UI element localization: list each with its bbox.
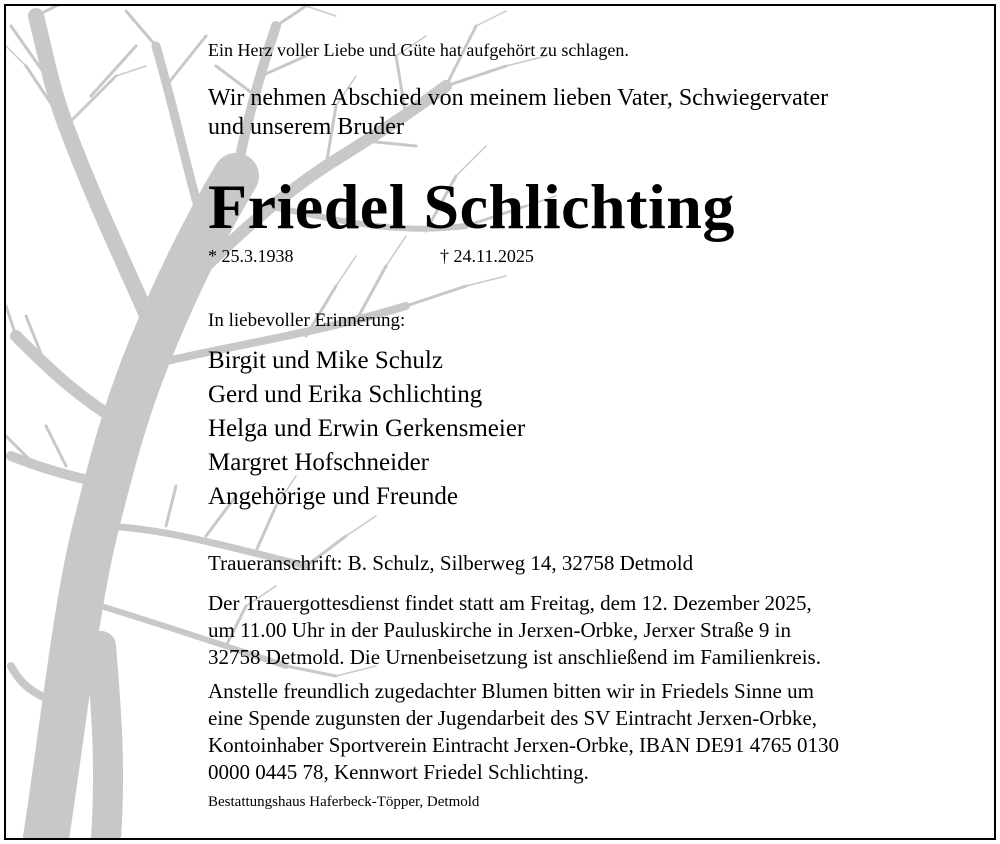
obituary-frame: [4, 4, 996, 840]
donation-line: eine Spende zugunsten der Jugendarbeit des SV Eintracht Jerxen-Orbke,: [208, 706, 818, 730]
funeral-home: Bestattungshaus Haferbeck-Töpper, Detmold: [208, 794, 480, 810]
service-line: 32758 Detmold. Die Urnenbeisetzung ist anschließend im Familienkreis.: [208, 645, 821, 669]
deceased-name: Friedel Schlichting: [208, 171, 735, 242]
service-line: Der Trauergottesdienst findet statt am Freitag, dem 12. Dezember 2025,: [208, 591, 812, 615]
memory-heading: In liebevoller Erinnerung:: [208, 310, 406, 331]
farewell-line: Wir nehmen Abschied von meinem lieben Vater, Schwiegervater: [208, 85, 829, 111]
mourner-name: Birgit und Mike Schulz: [208, 347, 443, 374]
mourner-name: Angehörige und Freunde: [208, 483, 458, 510]
farewell-text: [208, 84, 828, 142]
mourning-address: Traueranschrift: B. Schulz, Silberweg 14, 32758 Detmold: [208, 551, 694, 575]
donation-info: [208, 678, 839, 786]
mourner-name: Helga und Erwin Gerkensmeier: [208, 415, 526, 442]
donation-line: Anstelle freundlich zugedachter Blumen bitten wir in Friedels Sinne um: [208, 679, 814, 703]
donation-line: Kontoinhaber Sportverein Eintracht Jerxen-Orbke, IBAN DE91 4765 0130: [208, 733, 840, 757]
death-date: † 24.11.2025: [440, 246, 534, 266]
service-line: um 11.00 Uhr in der Pauluskirche in Jerxen-Orbke, Jerxer Straße 9 in: [208, 618, 791, 642]
mourner-name: Margret Hofschneider: [208, 449, 429, 476]
service-info: [208, 590, 821, 671]
intro-text: Ein Herz voller Liebe und Güte hat aufgehört zu schlagen.: [208, 40, 629, 60]
mourners-list: [208, 344, 525, 514]
donation-line: 0000 0445 78, Kennwort Friedel Schlichting.: [208, 760, 589, 784]
birth-date: * 25.3.1938: [208, 246, 294, 266]
farewell-line: und unserem Bruder: [208, 114, 404, 140]
mourner-name: Gerd und Erika Schlichting: [208, 381, 483, 408]
